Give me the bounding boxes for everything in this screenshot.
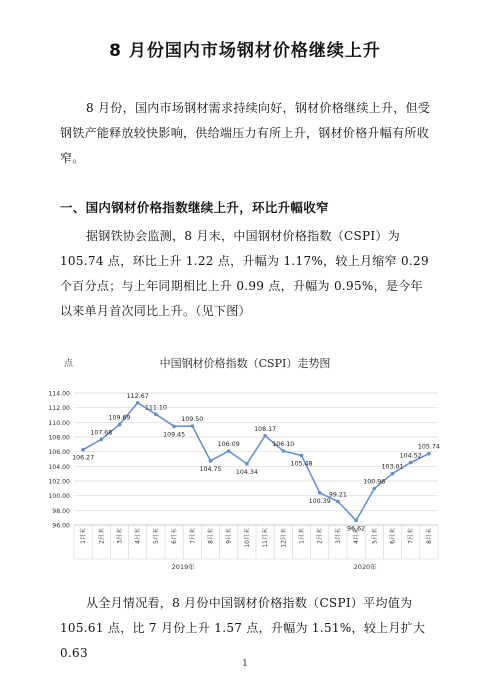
- x-tick-label: 3月末: [116, 528, 124, 544]
- x-tick-label: 2月末: [98, 528, 106, 544]
- data-label: 104.52: [399, 452, 422, 460]
- data-label: 99.21: [328, 491, 347, 499]
- x-tick-label: 2月末: [316, 528, 324, 544]
- x-tick-label: 7月末: [407, 528, 415, 544]
- x-tick-label: 3月末: [334, 528, 342, 544]
- data-label: 105.74: [417, 443, 440, 451]
- data-label: 104.34: [235, 468, 258, 476]
- data-point: [318, 491, 322, 495]
- data-label: 106.10: [272, 440, 295, 448]
- x-tick-label: 6月末: [171, 528, 179, 544]
- group-label: 2020年: [353, 563, 377, 571]
- data-point: [391, 472, 395, 476]
- x-tick-label: 8月末: [425, 528, 433, 544]
- data-point: [263, 434, 267, 438]
- data-point: [282, 449, 286, 453]
- intro-text: 8 月份，国内市场钢材需求持续向好，钢材价格继续上升，但受钢铁产能释放较快影响，供给端压力有所上升，钢材价格升幅有所收窄。: [60, 101, 431, 165]
- y-tick-label: 114.00: [48, 390, 70, 398]
- data-label: 109.69: [108, 414, 131, 422]
- section-heading: 一、国内钢材价格指数继续上升，环比升幅收窄: [60, 200, 329, 215]
- cspi-line-chart: [30, 380, 470, 576]
- x-tick-label: 5月末: [371, 528, 379, 544]
- data-label: 108.17: [254, 425, 277, 433]
- chart-title: 中国钢材价格指数（CSPI）走势图: [159, 357, 331, 370]
- data-point: [227, 449, 231, 453]
- y-tick-label: 112.00: [48, 405, 70, 413]
- x-tick-label: 1月末: [80, 528, 88, 544]
- data-point: [118, 423, 122, 427]
- data-label: 96.62: [347, 525, 366, 533]
- data-point: [81, 448, 85, 452]
- data-point: [136, 401, 140, 405]
- data-point: [300, 454, 304, 458]
- data-label: 104.75: [199, 465, 222, 473]
- data-point: [336, 500, 340, 504]
- data-label: 109.50: [181, 416, 204, 423]
- data-point: [245, 462, 249, 466]
- data-point: [191, 424, 195, 428]
- y-tick-label: 110.00: [48, 419, 70, 427]
- data-point: [373, 487, 377, 491]
- data-point: [172, 425, 176, 429]
- data-point: [154, 412, 158, 416]
- data-label: 103.01: [381, 463, 404, 471]
- data-label: 106.27: [72, 454, 95, 462]
- x-tick-label: 12月末: [280, 528, 288, 548]
- page-number: 1: [242, 659, 248, 669]
- bottom-text: 从全月情况看，8 月份中国钢材价格指数（CSPI）平均值为 105.61 点，比 7 月份上升 1.57 点，升幅为 1.51%，较上月扩大 0.63: [60, 596, 426, 660]
- chart-unit-label: 点: [64, 359, 74, 369]
- x-tick-label: 5月末: [152, 528, 160, 544]
- y-tick-label: 96.00: [52, 522, 70, 530]
- y-tick-label: 104.00: [48, 463, 70, 471]
- x-tick-label: 1月末: [298, 528, 306, 544]
- data-point: [409, 461, 413, 465]
- data-point: [427, 452, 431, 456]
- y-tick-label: 100.00: [48, 493, 70, 501]
- x-tick-label: 11月末: [262, 528, 270, 548]
- x-tick-label: 9月末: [225, 528, 233, 544]
- data-point: [354, 519, 358, 523]
- data-label: 106.09: [217, 441, 240, 449]
- x-tick-label: 4月末: [353, 528, 361, 544]
- x-tick-label: 4月末: [134, 528, 142, 544]
- section-text: 据钢铁协会监测，8 月末，中国钢材价格指数（CSPI）为 105.74 点，环比上升 1.22 点，升幅为 1.17%，较上月缩窄 0.29 个百分点；与上年同期相比上升 0.99 点，升幅为 0.95%，是今年以来单月首次同比上升。（见下图）: [60, 229, 429, 318]
- data-label: 111.10: [144, 404, 167, 412]
- data-point: [209, 459, 213, 463]
- document-title: 8 月份国内市场钢材价格继续上升: [109, 41, 381, 61]
- x-tick-label: 7月末: [189, 528, 197, 544]
- data-label: 100.96: [363, 478, 386, 486]
- x-tick-label: 6月末: [389, 528, 397, 544]
- y-tick-label: 98.00: [52, 507, 70, 515]
- data-point: [100, 438, 104, 442]
- bottom-paragraph: [60, 591, 432, 666]
- section-paragraph: [60, 224, 432, 324]
- data-label: 109.45: [163, 431, 186, 439]
- series-line: [83, 403, 429, 521]
- data-label: 105.48: [290, 460, 313, 468]
- data-label: 112.67: [126, 392, 149, 400]
- x-tick-label: 10月末: [243, 528, 251, 548]
- x-tick-label: 8月末: [207, 528, 215, 544]
- group-label: 2019年: [171, 563, 195, 571]
- y-tick-label: 108.00: [48, 434, 70, 442]
- y-tick-label: 106.00: [48, 449, 70, 457]
- data-label: 100.39: [308, 497, 331, 505]
- data-label: 107.68: [90, 429, 113, 437]
- intro-paragraph: [60, 96, 432, 171]
- y-tick-label: 102.00: [48, 478, 70, 486]
